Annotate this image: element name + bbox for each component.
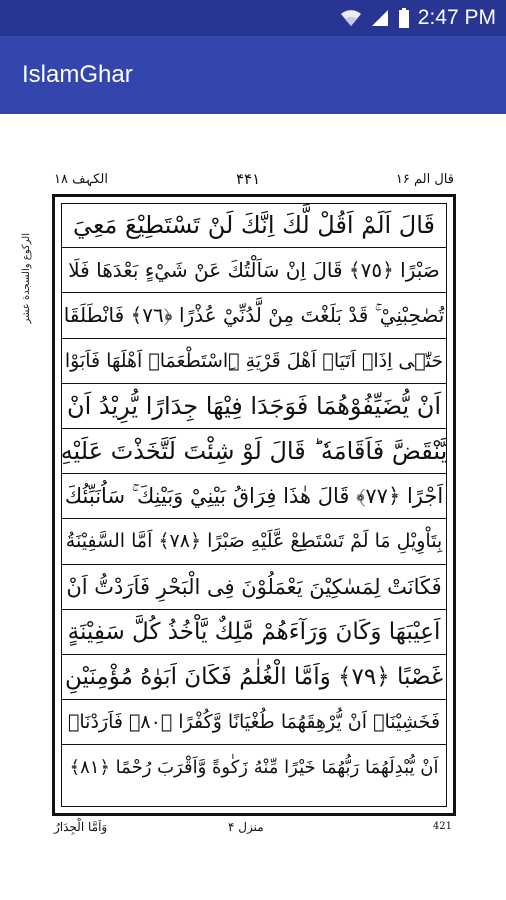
verse-line: غَصْبًا ﴿٧٩﴾ وَاَمَّا الْغُلٰمُ فَكَانَ اَبَوٰهُ مُؤْمِنَيْنِ xyxy=(61,655,447,700)
verse-line: يَّنْقَضَّ فَاَقَامَهٗ ؕ قَالَ لَوْ شِئْتَ لَتَّخَذْتَ عَلَيْهِ xyxy=(61,429,447,474)
page-number-arabic: ۴۴۱ xyxy=(236,170,261,188)
battery-icon xyxy=(398,8,410,28)
verse-line: تُصٰحِبْنِيْ ۚ قَدْ بَلَغْتَ مِنْ لَّدُنِّيْ عُذْرًا ﴿٧٦﴾ فَانْطَلَقَا xyxy=(61,293,447,338)
quran-page-view[interactable] xyxy=(0,114,506,900)
verse-line: بِتَاْوِيْلِ مَا لَمْ تَسْتَطِعْ عَّلَيْهِ صَبْرًا ﴿٧٨﴾ اَمَّا السَّفِيْنَةُ xyxy=(61,519,447,564)
verse-line: اَنْ يُّبْدِلَهُمَا رَبُّهُمَا خَيْرًا مِّنْهُ زَكٰوةً وَّاَقْرَبَ رُحْمًا ﴿٨١﴾ xyxy=(69,757,439,779)
status-time: 2:47 PM xyxy=(417,6,496,29)
page-header xyxy=(50,170,458,194)
app-bar xyxy=(0,36,506,114)
verse-line: اَجْرًا ﴿٧٧﴾ قَالَ هٰذَا فِرَاقُ بَيْنِيْ وَبَيْنِكَ ۚ سَاُنَبِّئُكَ xyxy=(61,474,447,519)
surah-name-label: الکہف ۱۸ xyxy=(54,172,108,187)
page-footer xyxy=(50,818,458,840)
verse-line: قَالَ اَلَمْ اَقُلْ لَّكَ اِنَّكَ لَنْ تَسْتَطِيْعَ مَعِيَ xyxy=(61,203,447,248)
status-bar xyxy=(0,0,506,36)
verse-line: فَكَانَتْ لِمَسٰكِيْنَ يَعْمَلُوْنَ فِى الْبَحْرِ فَاَرَدْتُّ اَنْ xyxy=(61,565,447,610)
verse-line: حَتّٰۤى اِذَاۤ اَتَيَاۤ اَهْلَ قَرْيَةِ ِۣاسْتَطْعَمَاۤ اَهْلَهَا فَاَبَوْا xyxy=(61,339,447,384)
signal-icon xyxy=(370,9,390,27)
text-frame xyxy=(21,194,456,816)
margin-note: الرکوع والسجدة عشر xyxy=(21,233,32,324)
manzil-label: منزل ۴ xyxy=(228,820,264,834)
verse-line: اَعِيْبَهَا وَكَانَ وَرَآءَهُمْ مَّلِكٌ يَّاْخُذُ كُلَّ سَفِيْنَةٍ xyxy=(61,610,447,655)
verse-line: اَنْ يُّضَيِّفُوْهُمَا فَوَجَدَا فِيْهَا جِدَارًا يُّرِيْدُ اَنْ xyxy=(61,384,447,429)
quran-page xyxy=(21,170,458,840)
wifi-icon xyxy=(340,9,362,27)
catchword: وَاَمَّا الْجِدَارُ xyxy=(54,820,108,834)
verse-lines xyxy=(61,203,447,790)
para-name-label: قال الم ۱۶ xyxy=(395,172,454,187)
page-number: 421 xyxy=(432,821,452,832)
verse-line: فَخَشِيْنَاۤ اَنْ يُّرْهِقَهُمَا طُغْيَانًا وَّكُفْرًا ﴿٨٠﴾ فَاَرَدْنَاۤ xyxy=(61,700,447,745)
verse-line: صَبْرًا ﴿٧٥﴾ قَالَ اِنْ سَاَلْتُكَ عَنْ شَيْءٍ بَعْدَهَا فَلَا xyxy=(61,248,447,293)
app-title: IslamGhar xyxy=(22,61,133,88)
